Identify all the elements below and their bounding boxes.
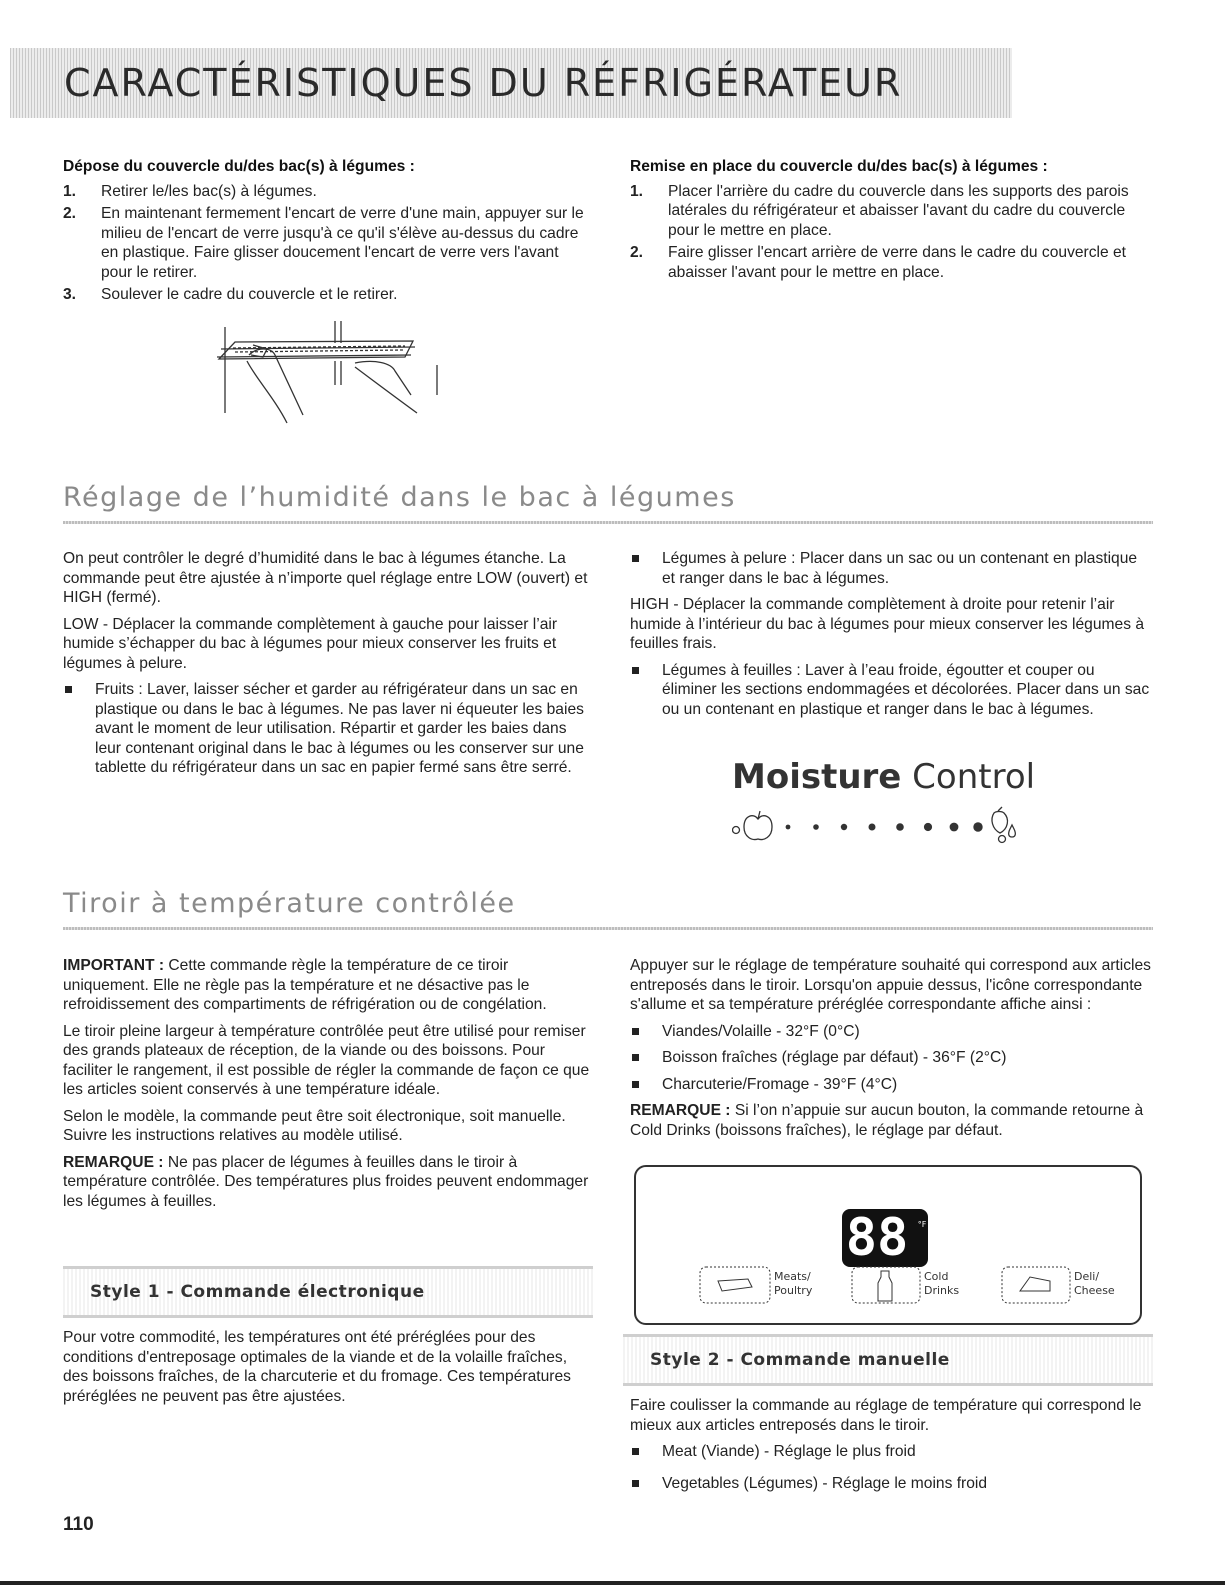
humidite-left-list xyxy=(63,680,593,778)
humidite-low: LOW - Déplacer la commande complètement à gauche pour laisser l’air humide s’échapper du bac à légumes pour mieux conserver les fruits et légumes à pelure. xyxy=(63,615,558,672)
humidite-right-list-2 xyxy=(630,661,1152,720)
depose-section xyxy=(63,157,593,308)
style2-heading-bar xyxy=(623,1334,1153,1386)
remarque2-note: REMARQUE : Si l’on n’appuie sur aucun bouton, la commande retourne à Cold Drinks (boissons fraîches), le réglage par défaut. xyxy=(630,1102,1144,1139)
svg-text:Cold: Cold xyxy=(924,1270,949,1283)
moisture-control-label: Moisture Control xyxy=(732,757,1036,797)
humidite-right-column xyxy=(630,549,1152,726)
apple-icon xyxy=(744,816,772,840)
tiroir-left-column xyxy=(63,956,593,1218)
style2-body xyxy=(630,1396,1152,1500)
style2-text: Faire coulisser la commande au réglage de température qui correspond le mieux aux articles entreposés dans le tiroir. xyxy=(630,1397,1142,1434)
display-unit: °F xyxy=(917,1220,927,1229)
style1-body xyxy=(63,1328,593,1413)
water-drop-icon xyxy=(733,827,740,834)
display-digits: 88 xyxy=(845,1208,909,1268)
list-item: Viandes/Volaille - 32°F (0°C) xyxy=(630,1022,1152,1042)
cold-drinks-button[interactable] xyxy=(852,1267,920,1303)
remise-section xyxy=(630,157,1152,285)
humidite-title: Réglage de l’humidité dans le bac à légumes xyxy=(63,482,736,513)
deli-cheese-button[interactable] xyxy=(1002,1267,1070,1303)
depose-heading: Dépose du couvercle du/des bac(s) à légumes : xyxy=(63,158,415,175)
page-title: CARACTÉRISTIQUES DU RÉFRIGÉRATEUR xyxy=(64,61,903,105)
bottle-icon xyxy=(878,1271,892,1301)
style1-text: Pour votre commodité, les températures ont été préréglées pour des conditions d'entreposage optimales de la viande et de la volaille fraîches, des boissons fraîches, de la charcuterie et du fromage. Ces températures préréglées ne peuvent pas être ajustées. xyxy=(63,1329,571,1405)
panel-graphic xyxy=(636,1167,1140,1323)
list-item: Vegetables (Légumes) - Réglage le moins froid xyxy=(630,1474,1152,1494)
remise-step: 1. Placer l'arrière du cadre du couvercle dans les supports des parois latérales du réfrigérateur et abaisser l'avant du cadre du couvercle pour le mettre en place. xyxy=(630,182,1129,239)
tiroir-description: Le tiroir pleine largeur à température contrôlée peut être utilisé pour remiser des grands plateaux de réception, de la viande ou des boissons. Pour faciliter le rangement, il est possible de régler la commande de façon ce que les articles soient conservés à une température idéale. xyxy=(63,1022,590,1098)
crisper-cover-illustration xyxy=(205,315,465,425)
list-item: Boisson fraîches (réglage par défaut) - 36°F (2°C) xyxy=(630,1048,1152,1068)
humidite-high: HIGH - Déplacer la commande complètement à droite pour retenir l’air humide à l’intérieur du bac à légumes pour mieux conserver les légumes à feuilles frais. xyxy=(630,596,1144,652)
remise-steps xyxy=(630,182,1152,283)
svg-text:Cheese: Cheese xyxy=(1074,1284,1115,1297)
page-number: 110 xyxy=(63,1514,94,1535)
tiroir-title: Tiroir à température contrôlée xyxy=(63,888,516,919)
svg-text:Poultry: Poultry xyxy=(774,1284,813,1297)
list-item: Légumes à feuilles : Laver à l’eau froide, égoutter et couper ou éliminer les sections endommagées et décolorées. Placer dans un sac ou un contenant en plastique et ranger dans le bac à légumes. xyxy=(630,661,1152,720)
meats-button[interactable] xyxy=(700,1267,770,1303)
moisture-slider-graphic xyxy=(732,805,1042,845)
depose-step: 2. En maintenant fermement l'encart de verre d'une main, appuyer sur le milieu de l'encart de verre jusqu'à ce qu'il s'élève au-dessus du cadre en plastique. Faire glisser doucement l'encart de verre vers l'avant pour le retirer. xyxy=(63,205,584,281)
page-banner xyxy=(10,48,1012,118)
remarque-note: REMARQUE : Ne pas placer de légumes à feuilles dans le tiroir à température contrôlée. Des températures plus froides peuvent endommager les légumes à feuilles. xyxy=(63,1153,589,1210)
list-item: Charcuterie/Fromage - 39°F (4°C) xyxy=(630,1075,1152,1095)
important-note: IMPORTANT : Cette commande règle la température de ce tiroir uniquement. Elle ne règle pas la température et ne désactive pas le refroidissement des compartiments de réfrigération ou de congélation. xyxy=(63,957,547,1013)
tiroir-right-column xyxy=(630,956,1152,1147)
bottom-rule xyxy=(0,1581,1225,1585)
humidite-left-column xyxy=(63,549,593,785)
meat-icon xyxy=(718,1279,752,1291)
style2-list xyxy=(630,1442,1152,1493)
list-item: Légumes à pelure : Placer dans un sac ou un contenant en plastique et ranger dans le bac à légumes. xyxy=(630,549,1152,588)
appuyer-text: Appuyer sur le réglage de température souhaité qui correspond aux articles entreposés dans le tiroir. Lorsqu'on appuie dessus, l'icône correspondante s'allume et sa température préréglée correspondante affiche ainsi : xyxy=(630,957,1151,1013)
humidite-intro: On peut contrôler le degré d’humidité dans le bac à légumes étanche. La commande peut être ajustée à n’importe quel réglage entre LOW (ouvert) et HIGH (fermé). xyxy=(63,550,588,606)
cheese-icon xyxy=(1020,1277,1050,1291)
svg-text:Drinks: Drinks xyxy=(924,1284,960,1297)
electronic-control-panel xyxy=(634,1165,1142,1325)
svg-text:Meats/: Meats/ xyxy=(774,1270,811,1283)
style1-title: Style 1 - Commande électronique xyxy=(90,1282,425,1302)
humidite-right-list-1 xyxy=(630,549,1152,588)
remise-heading: Remise en place du couvercle du/des bac(s) à légumes : xyxy=(630,158,1048,175)
svg-text:Deli/: Deli/ xyxy=(1074,1270,1100,1283)
style1-heading-bar xyxy=(63,1266,593,1318)
lettuce-icon xyxy=(992,812,1007,834)
depose-step: 1. Retirer le/les bac(s) à légumes. xyxy=(63,182,317,200)
depose-steps xyxy=(63,182,593,305)
tiroir-model-note: Selon le modèle, la commande peut être soit électronique, soit manuelle. Suivre les instructions relatives au modèle utilisé. xyxy=(63,1107,566,1144)
depose-step: 3. Soulever le cadre du couvercle et le retirer. xyxy=(63,286,398,303)
section-divider xyxy=(63,521,1153,524)
list-item: Meat (Viande) - Réglage le plus froid xyxy=(630,1442,1152,1462)
list-item: Fruits : Laver, laisser sécher et garder au réfrigérateur dans un sac en plastique ou dans le bac à légumes. Ne pas laver ni équeuter les baies avant le moment de leur utilisation. Répartir et garder les baies dans leur contenant original dans le bac à légumes ou les conserver sur une tablette du réfrigérateur dans un sac en papier fermé sans être serré. xyxy=(63,680,593,778)
preset-list xyxy=(630,1022,1152,1095)
remise-step: 2. Faire glisser l'encart arrière de verre dans le cadre du couvercle et abaisser l'avant pour le mettre en place. xyxy=(630,244,1127,281)
style2-title: Style 2 - Commande manuelle xyxy=(650,1350,950,1370)
section-divider xyxy=(63,927,1153,930)
